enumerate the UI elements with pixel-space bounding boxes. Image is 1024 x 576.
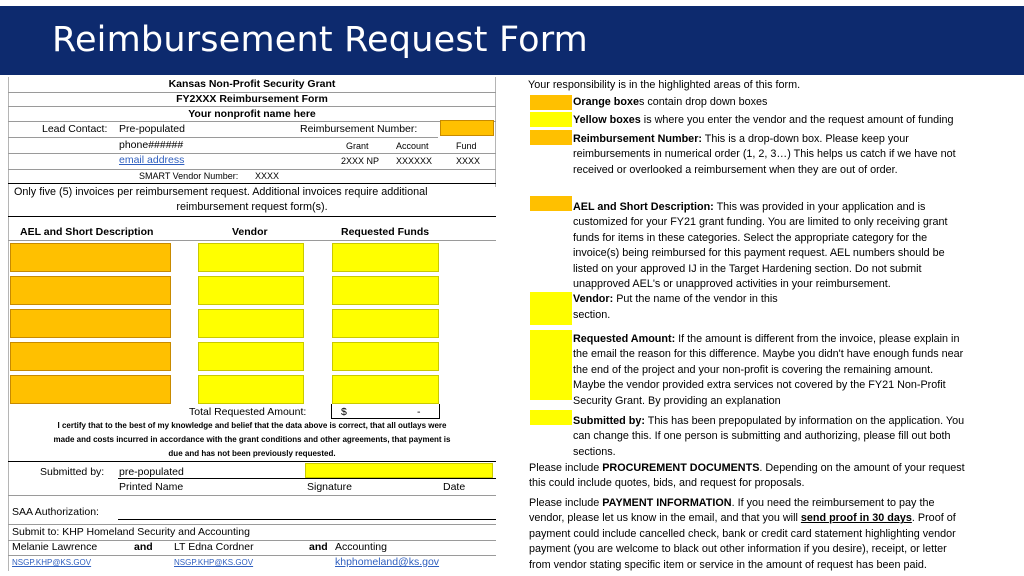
form-heading-fy: FY2XXX Reimbursement Form <box>176 93 328 105</box>
orange-swatch <box>530 95 572 110</box>
vendor-swatch <box>530 292 572 325</box>
form-heading-org: Your nonprofit name here <box>188 108 316 120</box>
total-label: Total Requested Amount: <box>189 406 307 418</box>
title-bar <box>0 6 1024 75</box>
certification-line3: due and has not been previously requested. <box>168 449 336 458</box>
funds-input-2[interactable] <box>332 276 439 305</box>
submitted-by-help: Submitted by: This has been prepopulated by information on the application. You can change this. If one person is submitting and authorizing, please fill out both sections. <box>573 415 965 458</box>
funds-input-3[interactable] <box>332 309 439 338</box>
funds-input-5[interactable] <box>332 375 439 404</box>
form-heading-grant: Kansas Non-Profit Security Grant <box>168 78 336 90</box>
reimbursement-number-dropdown[interactable] <box>440 120 494 136</box>
submitted-swatch <box>530 410 572 425</box>
ael-help: AEL and Short Description: This was provided in your application and is customized for your FY21 grant funding. You are limited to only receiving grant funds for items in these categories. Select the appropriate category for the invoice(s) being reimbursed for this payment request. AEL numbers should be listed on your approved IJ in the Target Hardening section. Do not submit unapproved AEL's or unapproved activities in your reimbursement. Vendor: Put the name of the vendor in this section. <box>573 201 948 321</box>
total-currency: $ <box>341 406 347 418</box>
total-value: - <box>417 406 421 418</box>
col-funds-header: Requested Funds <box>341 226 430 238</box>
smart-vendor-value: XXXX <box>255 171 280 181</box>
orange-boxes-legend: Orange boxes contain drop down boxes <box>573 96 768 108</box>
col-vendor-header: Vendor <box>232 226 268 238</box>
saa-authorization-label: SAA Authorization: <box>12 506 99 518</box>
contact-edna: LT Edna Cordner <box>174 541 254 553</box>
smart-vendor-label: SMART Vendor Number: <box>139 171 239 181</box>
email-link[interactable]: email address <box>119 154 185 166</box>
vendor-input-1[interactable] <box>198 243 304 272</box>
ael-dropdown-4[interactable] <box>10 342 171 371</box>
payment-help: Please include PAYMENT INFORMATION. If you need the reimbursement to pay the vendor, please let us know in the email, and that you will send proof in 30 days. Proof of payment could include cancelled check, bank or credit card statement highlighting vendor payment (you are welcome to black out other information if you desire), receipt, or letter from vendor stating specific item or service in the amount of request has been paid. <box>529 497 956 571</box>
reimbursement-swatch <box>530 130 572 145</box>
certification-line2: made and costs incurred in accordance with the grant conditions and other agreements, that payment is <box>53 435 451 444</box>
yellow-swatch <box>530 112 572 127</box>
reimbursement-form <box>8 77 496 571</box>
account-value: XXXXXX <box>396 156 433 166</box>
procurement-help: Please include PROCUREMENT DOCUMENTS. Depending on the amount of your request this could include quotes, bids, and request for proposals. <box>529 462 965 490</box>
email-link-khphomeland[interactable]: khphomeland@ks.gov <box>335 556 440 568</box>
printed-name-label: Printed Name <box>119 481 184 493</box>
submitted-by-label: Submitted by: <box>40 466 105 478</box>
invoice-note-line1: Only five (5) invoices per reimbursement request. Additional invoices require additional <box>14 186 428 198</box>
certification-line1: I certify that to the best of my knowledge and belief that the data above is correct, that all outlays were <box>57 421 447 430</box>
date-label: Date <box>443 481 466 493</box>
ael-dropdown-2[interactable] <box>10 276 171 305</box>
and-text-2: and <box>309 541 328 553</box>
reimbursement-number-help: Reimbursement Number: This is a drop-down box. Please keep your reimbursements in numerical order (1, 2, 3…) This helps us catch if we have not received or overlooked a reimbursement when they are out of order. <box>573 133 956 176</box>
page-title: Reimbursement Request Form <box>52 20 588 60</box>
email-link-nsgp-1[interactable]: NSGP.KHP@KS.GOV <box>12 558 92 567</box>
yellow-boxes-legend: Yellow boxes is where you enter the vendor and the request amount of funding <box>573 114 954 126</box>
fund-value: XXXX <box>456 156 481 166</box>
email-link-nsgp-2[interactable]: NSGP.KHP@KS.GOV <box>174 558 254 567</box>
amount-swatch <box>530 330 572 400</box>
funds-input-1[interactable] <box>332 243 439 272</box>
signature-label: Signature <box>307 481 352 493</box>
vendor-input-3[interactable] <box>198 309 304 338</box>
funds-input-4[interactable] <box>332 342 439 371</box>
signature-input[interactable] <box>305 463 493 478</box>
col-ael-header: AEL and Short Description <box>20 226 154 238</box>
lead-contact-label: Lead Contact: <box>42 123 108 135</box>
submit-to-text: Submit to: KHP Homeland Security and Accounting <box>12 526 250 538</box>
grant-value: 2XXX NP <box>341 156 380 166</box>
phone-value: phone###### <box>119 139 184 151</box>
ael-dropdown-1[interactable] <box>10 243 171 272</box>
vendor-input-4[interactable] <box>198 342 304 371</box>
and-text-1: and <box>134 541 153 553</box>
account-label: Account <box>396 141 429 151</box>
requested-amount-help: Requested Amount: If the amount is different from the invoice, please explain in the email the reason for this difference. Maybe you didn't have enough funds near the end of the project and your non-profit is covering the remaining amount. Maybe the vendor provided extra services not covered by the FY21 Non-Profit Security Grant. By providing an explanation <box>573 333 964 407</box>
contact-accounting: Accounting <box>335 541 387 553</box>
invoice-note-line2: reimbursement request form(s). <box>176 201 328 213</box>
lead-contact-value: Pre-populated <box>119 123 185 135</box>
grant-label: Grant <box>346 141 369 151</box>
ael-swatch <box>530 196 572 211</box>
contact-melanie: Melanie Lawrence <box>12 541 98 553</box>
vendor-input-5[interactable] <box>198 375 304 404</box>
reimbursement-number-label: Reimbursement Number: <box>300 123 418 135</box>
ael-dropdown-5[interactable] <box>10 375 171 404</box>
ael-dropdown-3[interactable] <box>10 309 171 338</box>
instructions-intro: Your responsibility is in the highlighted areas of this form. <box>528 79 801 91</box>
submitted-by-value: pre-populated <box>119 466 184 478</box>
fund-label: Fund <box>456 141 477 151</box>
vendor-input-2[interactable] <box>198 276 304 305</box>
